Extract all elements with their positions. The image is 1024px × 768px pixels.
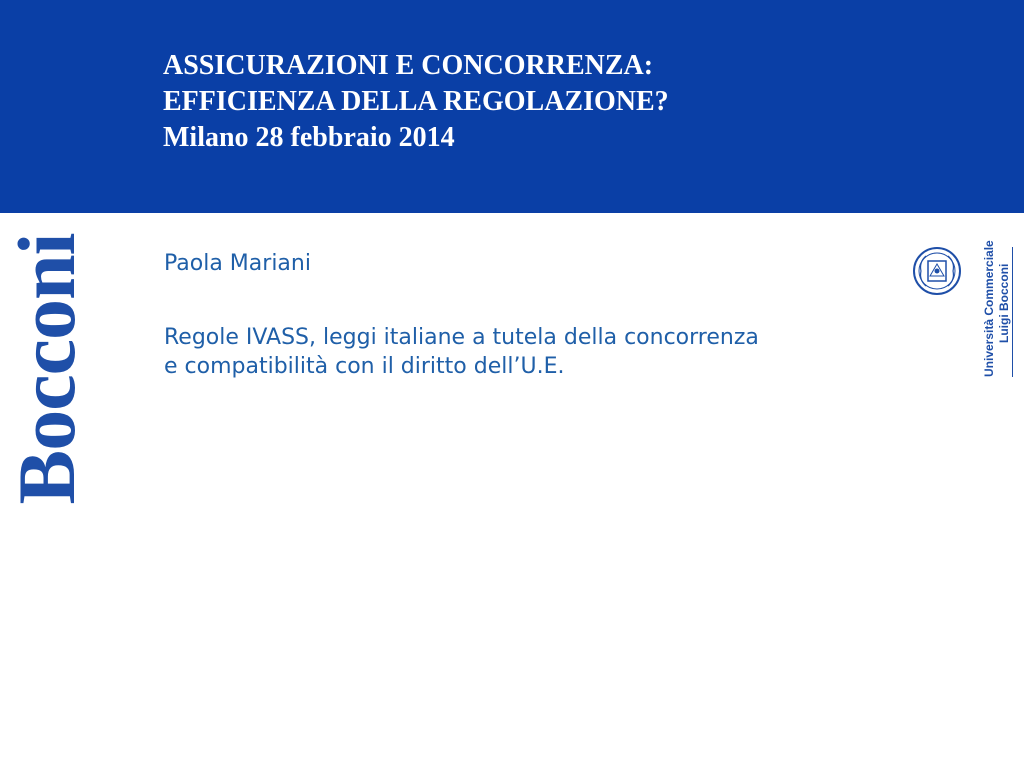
university-name-rule [1012, 247, 1013, 377]
university-name-line-2: Luigi Bocconi [997, 263, 1011, 343]
slide-title [163, 48, 963, 156]
talk-title-line-1: Regole IVASS, leggi italiane a tutela della concorrenza [164, 325, 759, 350]
bocconi-logo-vertical: Bocconi [1, 233, 92, 505]
talk-title [164, 323, 884, 381]
university-name [982, 240, 1024, 377]
header-band [0, 0, 1024, 213]
university-seal-icon [912, 246, 962, 296]
slide-title-line-2: EFFICIENZA DELLA REGOLAZIONE? [163, 86, 669, 117]
talk-title-line-2: e compatibilità con il diritto dell’U.E. [164, 354, 565, 379]
university-name-line-1: Università Commerciale [982, 240, 996, 377]
author-name: Paola Mariani [164, 251, 311, 276]
event-date-line: Milano 28 febbraio 2014 [163, 122, 455, 153]
slide-title-line-1: ASSICURAZIONI E CONCORRENZA: [163, 50, 654, 81]
